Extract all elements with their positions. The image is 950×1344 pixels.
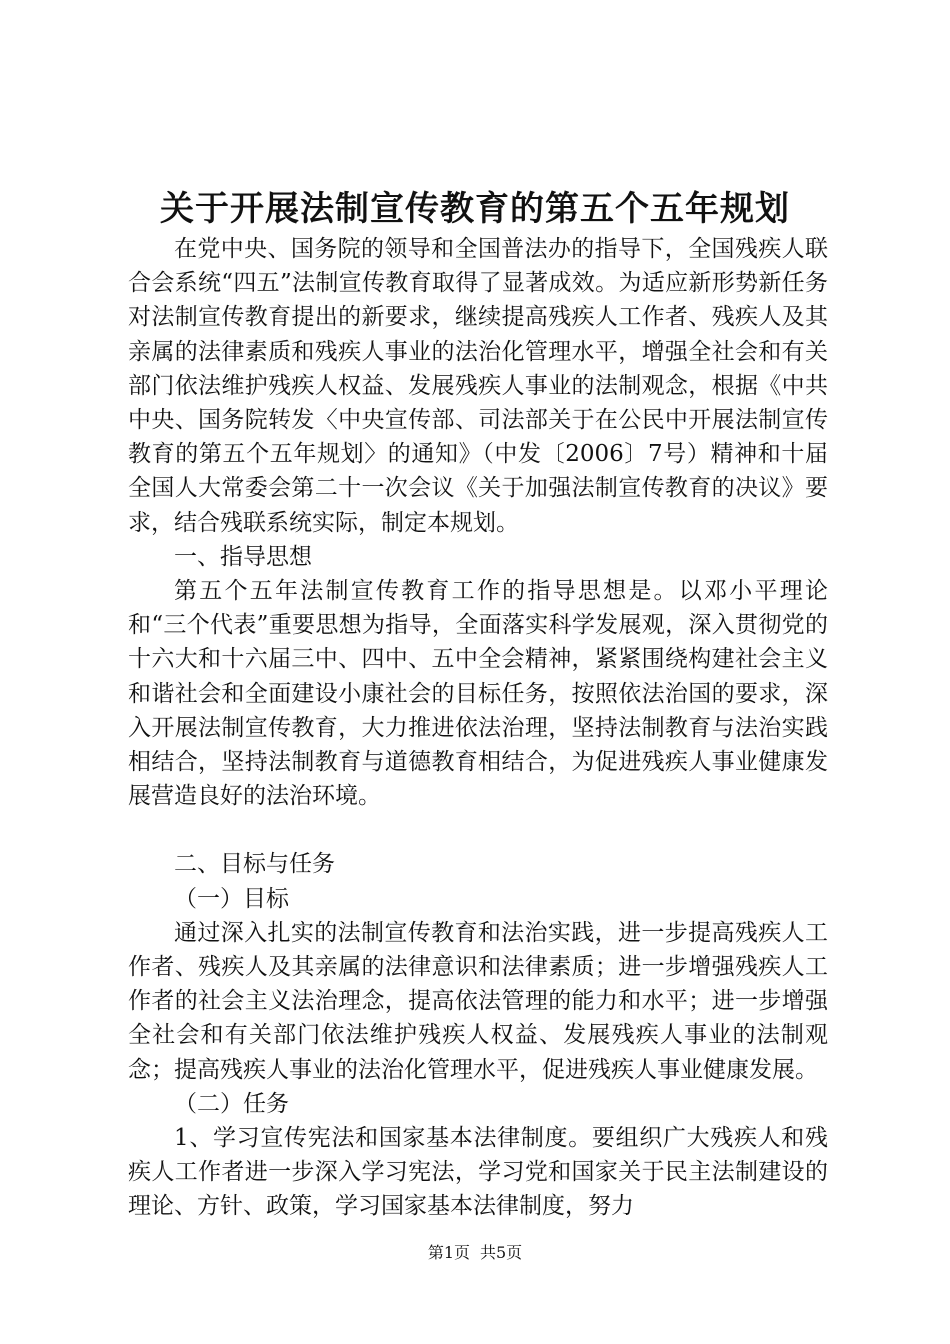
intro-paragraph: 在党中央、国务院的领导和全国普法办的指导下，全国残疾人联合会系统“四五”法制宣传教育取得了显著成效。为适应新形势新任务对法制宣传教育提出的新要求，继续提高残疾人工作者、残疾人及其亲属的法律素质和残疾人事业的法治化管理水平，增强全社会和有关部门依法维护残疾人权益、发展残疾人事业的法制观念，根据《中共中央、国务院转发〈中央宣传部、司法部关于在公民中开展法制宣传教育的第五个五年规划〉的通知》（中发〔2006〕7号）精神和十届全国人大常委会第二十一次会议《关于加强法制宣传教育的决议》要求，结合残联系统实际，制定本规划。: [128, 236, 828, 536]
blank-line: [128, 813, 828, 847]
goals-paragraph: 通过深入扎实的法制宣传教育和法治实践，进一步提高残疾人工作者、残疾人及其亲属的法律意识和法律素质；进一步增强残疾人工作者的社会主义法治理念，提高依法管理的能力和水平；进一步增强全社会和有关部门依法维护残疾人权益、发展残疾人事业的法制观念；提高残疾人事业的法治化管理水平，促进残疾人事业健康发展。: [128, 919, 828, 1083]
section-heading-guiding-ideology: 一、指导思想: [174, 543, 312, 570]
document-title: 关于开展法制宣传教育的第五个五年规划: [160, 189, 790, 229]
page-number-current: 第1页: [427, 1243, 470, 1262]
task-1-paragraph: 1、学习宣传宪法和国家基本法律制度。要组织广大残疾人和残疾人工作者进一步深入学习宪法，学习党和国家关于民主法制建设的理论、方针、政策，学习国家基本法律制度，努力: [128, 1125, 828, 1220]
page-number-total: 共5页: [480, 1243, 523, 1262]
subsection-heading-goals: （一）目标: [174, 885, 289, 912]
document-body: [128, 232, 828, 1224]
subsection-heading-tasks: （二）任务: [174, 1090, 289, 1117]
section-heading-goals-tasks: 二、目标与任务: [174, 851, 335, 878]
guiding-ideology-paragraph: 第五个五年法制宣传教育工作的指导思想是。以邓小平理论和“三个代表”重要思想为指导，全面落实科学发展观，深入贯彻党的十六大和十六届三中、四中、五中全会精神，紧紧围绕构建社会主义和谐社会和全面建设小康社会的目标任务，按照依法治国的要求，深入开展法制宣传教育，大力推进依法治理，坚持法制教育与法治实践相结合，坚持法制教育与道德教育相结合，为促进残疾人事业健康发展营造良好的法治环境。: [128, 578, 828, 810]
page-footer: [0, 1242, 950, 1264]
